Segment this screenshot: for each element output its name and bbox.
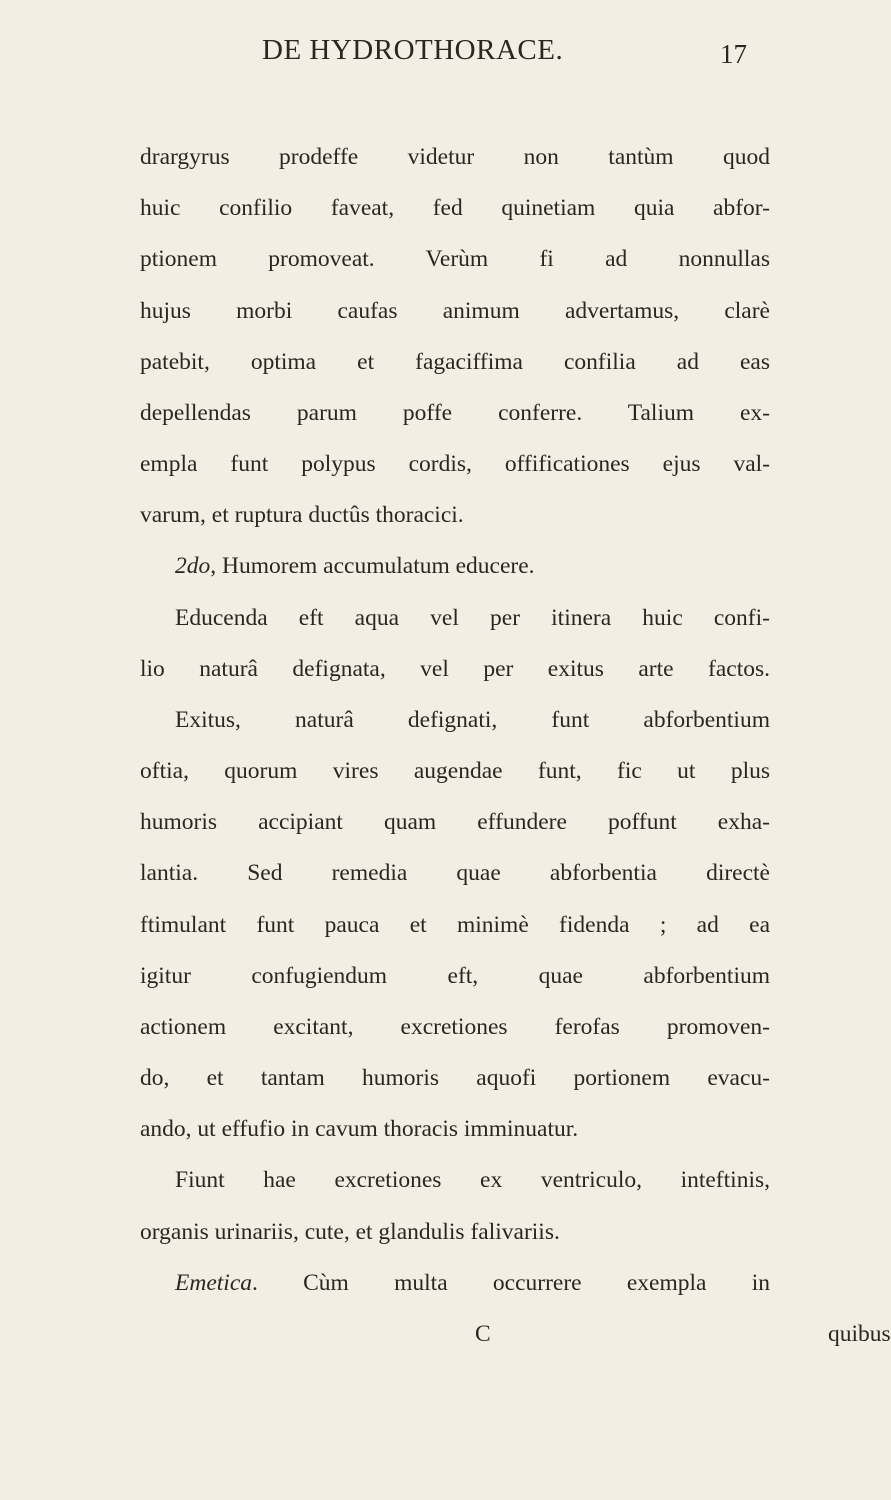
text-line (175, 1268, 770, 1298)
text-line: organis urinariis, cute, et glandulis falivariis. (140, 1219, 560, 1245)
text-line: actionem excitant, excretiones ferofas promoven- (140, 1014, 770, 1040)
text-line: depellendas parum poffe conferre. Talium ex- (140, 400, 770, 426)
ordinal-marker: 2do (175, 553, 211, 579)
page-header (0, 20, 800, 80)
text-line: ando, ut effufio in cavum thoracis imminuatur. (140, 1116, 579, 1142)
text-line: Educenda eft aqua vel per itinera huic confi- (175, 605, 770, 631)
text-line: ftimulant funt pauca et minimè fidenda ; ad ea (140, 912, 770, 938)
text-line: humoris accipiant quam effundere poffunt exha- (140, 809, 770, 835)
text-line: Exitus, naturâ defignati, funt abforbentium (175, 707, 770, 733)
page-number: 17 (720, 39, 747, 69)
footer-line (140, 1319, 891, 1349)
text-line: oftia, quorum vires augendae funt, fic ut plus (140, 758, 770, 784)
text-line: drargyrus prodeffe videtur non tantùm quod (140, 144, 770, 170)
line-text: . Cùm multa occurrere exempla in (252, 1270, 770, 1296)
text-line (175, 551, 770, 581)
text-line: patebit, optima et fagaciffima confilia ad eas (140, 349, 770, 375)
line-text: , Humorem accumulatum educere. (210, 553, 535, 579)
text-line: igitur confugiendum eft, quae abforbentium (140, 963, 770, 989)
text-line: do, et tantam humoris aquofi portionem evacu- (140, 1065, 770, 1091)
running-head: DE HYDROTHORACE. (262, 34, 564, 66)
text-line: Fiunt hae excretiones ex ventriculo, inteftinis, (175, 1167, 770, 1193)
text-line: lantia. Sed remedia quae abforbentia directè (140, 860, 770, 886)
text-line: lio naturâ defignata, vel per exitus arte factos. (140, 656, 770, 682)
signature-mark: C (475, 1321, 491, 1347)
catchword: quibus (828, 1321, 891, 1347)
text-line: ptionem promoveat. Verùm fi ad nonnullas (140, 246, 770, 272)
text-line: varum, et ruptura ductûs thoracici. (140, 502, 464, 528)
text-line: huic confilio faveat, fed quinetiam quia abfor- (140, 195, 770, 221)
text-line: hujus morbi caufas animum advertamus, clarè (140, 298, 770, 324)
section-heading: Emetica (175, 1270, 252, 1296)
text-line: empla funt polypus cordis, offificationes ejus val- (140, 451, 770, 477)
